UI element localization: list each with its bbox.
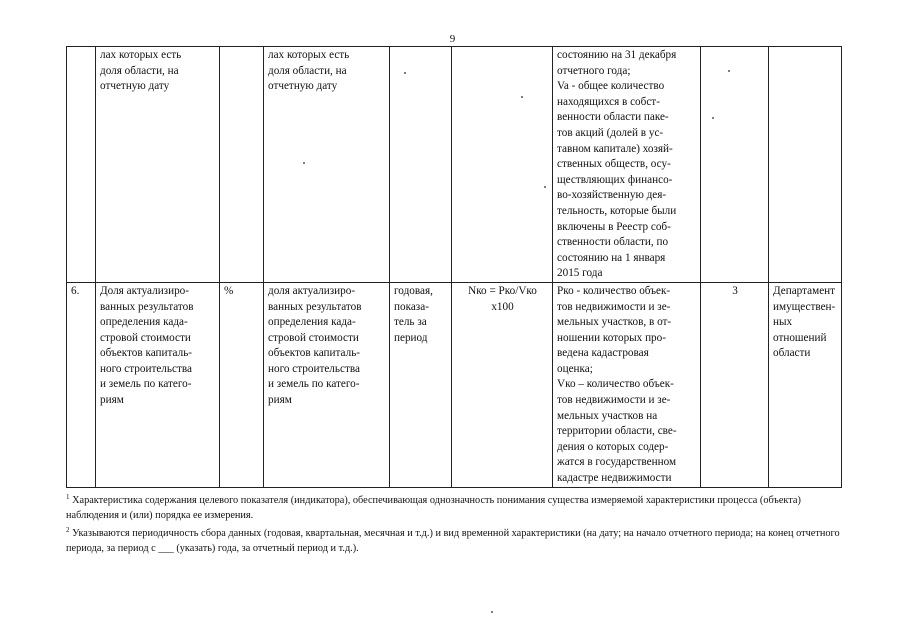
unit-cell [220, 47, 264, 283]
scan-speck [491, 611, 493, 613]
scan-speck [728, 70, 730, 72]
definition-cell: лах которых есть доля области, на отчетную дату [264, 47, 390, 283]
explanation-cell: состоянию на 31 декабря отчетного года; Va - общее количество находящихся в собст- венности области паке- тов акций (долей в ус- тавном капитале) хозяй- ственных обществ, осу- ществляющих финансо- во-хозяйственную дея- тельность, которые были включены в Реестр соб- ственности области, по состоянию на 1 января 2015 года [553, 47, 701, 283]
footnote-text: Указываются периодичность сбора данных (годовая, квартальная, месячная и т.д.) и вид временной характеристики (на дату; на начало отчетного периода; на конец отчетного периода, за период с ___ (указать) года, за отчетный период и т.д.). [66, 528, 840, 554]
footnote-1 [66, 490, 841, 523]
responsible-cell: Департамент имуществен- ных отношений области [769, 282, 842, 487]
footnote-text: Характеристика содержания целевого показателя (индикатора), обеспечивающая однозначность понимания существа измеряемой характеристики процесса (объекта) наблюдения и (или) порядка ее измерения. [66, 495, 801, 521]
scan-speck [712, 117, 714, 119]
responsible-cell [769, 47, 842, 283]
scan-speck [303, 162, 305, 164]
row-number-cell [67, 47, 96, 283]
periodicity-cell: годовая, показа- тель за период [390, 282, 452, 487]
footnote-marker: 1 [66, 493, 70, 501]
source-code-cell: 3 [701, 282, 769, 487]
table-row [67, 282, 842, 487]
periodicity-cell [390, 47, 452, 283]
explanation-cell: Рко - количество объек- тов недвижимости и зе- мельных участков, в от- ношении которых про- ведена кадастровая оценка; Vко – количество объек- тов недвижимости и зе- мельных участков на территории области, све- дения о которых содер- жатся в государственном кадастре недвижимости [553, 282, 701, 487]
indicators-table [66, 46, 842, 488]
unit-cell: % [220, 282, 264, 487]
footnote-marker: 2 [66, 526, 70, 534]
scan-speck [404, 72, 406, 74]
scan-speck [521, 96, 523, 98]
indicator-name-cell: Доля актуализиро- ванных результатов определения када- стровой стоимости объектов капиталь- ного строительства и земель по катего- риям [96, 282, 220, 487]
footnote-2 [66, 523, 841, 556]
source-code-cell [701, 47, 769, 283]
formula-cell [452, 47, 553, 283]
formula-cell: Nко = Рко/Vко х100 [452, 282, 553, 487]
definition-cell: доля актуализиро- ванных результатов определения када- стровой стоимости объектов капиталь- ного строительства и земель по катего- риям [264, 282, 390, 487]
indicator-name-cell: лах которых есть доля области, на отчетную дату [96, 47, 220, 283]
table-row [67, 47, 842, 283]
row-number-cell: 6. [67, 282, 96, 487]
scan-speck [544, 186, 546, 188]
page-number: 9 [449, 33, 456, 45]
footnotes [66, 490, 841, 556]
